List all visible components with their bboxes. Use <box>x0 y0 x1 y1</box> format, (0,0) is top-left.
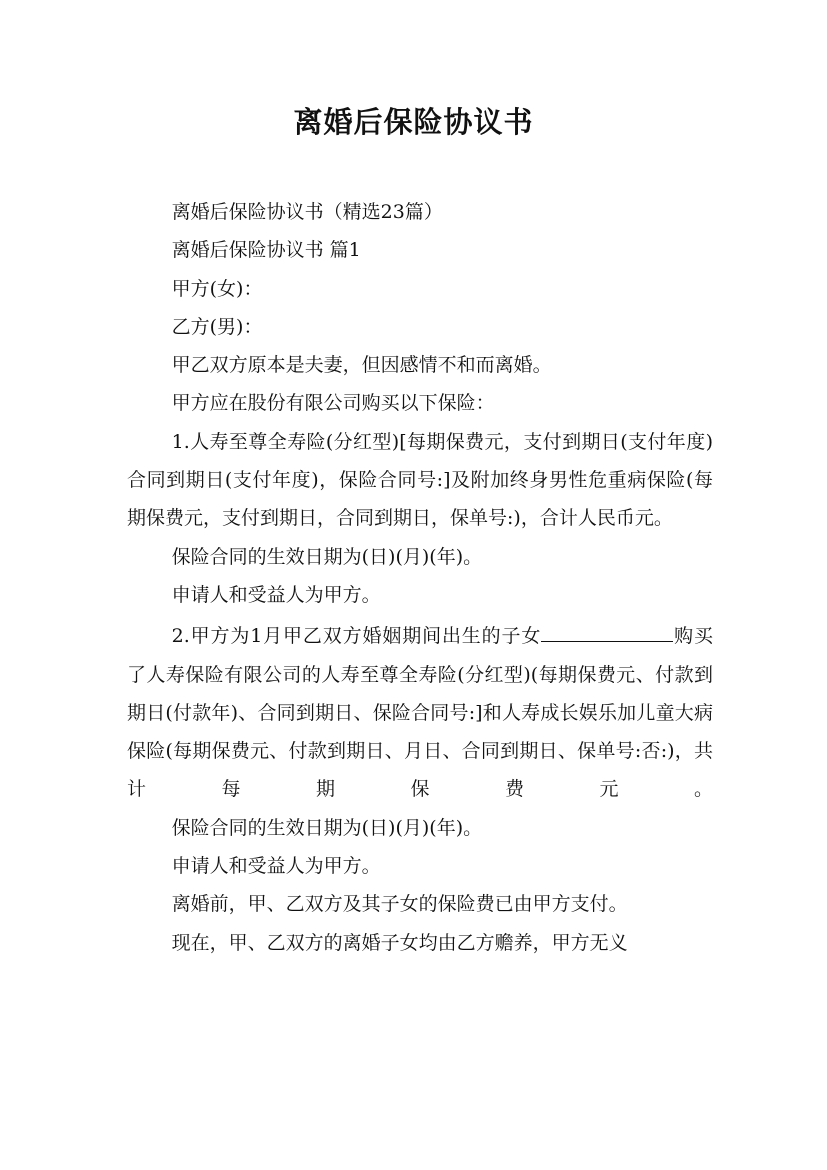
paragraph-clause-2 <box>127 614 713 808</box>
clause-2-text-start: 2.甲方为1月甲乙双方婚姻期间出生的子女 <box>171 625 542 648</box>
paragraph-party-a: 甲方(女)： <box>171 277 263 300</box>
paragraph-section-heading: 离婚后保险协议书 篇1 <box>171 239 361 262</box>
document-title: 离婚后保险协议书 <box>293 105 534 139</box>
clause-2-text-end: 购买了人寿保险有限公司的人寿至尊全寿险(分红型)(每期保费元、付款到期日(付款年)、合同到期日、保险合同号:]和人寿成长娱乐加儿童大病保险(每期保费元、付款到期日、月日、合同到期日、保单号:否:)，共计每期保费元。 <box>127 625 713 801</box>
paragraph-obligation: 甲方应在股份有限公司购买以下保险： <box>171 392 495 415</box>
paragraph-beneficiary-1: 申请人和受益人为甲方。 <box>171 583 381 606</box>
paragraph-effective-date-2: 保险合同的生效日期为(日)(月)(年)。 <box>171 816 483 839</box>
paragraph-beneficiary-2: 申请人和受益人为甲方。 <box>171 855 381 878</box>
paragraph-background: 甲乙双方原本是夫妻，但因感情不和而离婚。 <box>171 354 552 377</box>
blank-fill-line <box>541 614 673 642</box>
paragraph-party-b: 乙方(男)： <box>171 315 263 338</box>
paragraph-effective-date-1: 保险合同的生效日期为(日)(月)(年)。 <box>171 545 483 568</box>
paragraph-clause-1: 1.人寿至尊全寿险(分红型)[每期保费元，支付到期日(支付年度)合同到期日(支付年度)，保险合同号:]及附加终身男性危重病保险(每期保费元，支付到期日，合同到期日，保单号:)，合计人民币元。 <box>127 430 713 530</box>
paragraph-custody: 现在，甲、乙双方的离婚子女均由乙方赡养，甲方无义 <box>171 931 628 954</box>
paragraph-subtitle: 离婚后保险协议书（精选23篇） <box>171 201 443 223</box>
document-body <box>127 193 713 962</box>
paragraph-premium-paid: 离婚前，甲、乙双方及其子女的保险费已由甲方支付。 <box>171 893 628 916</box>
